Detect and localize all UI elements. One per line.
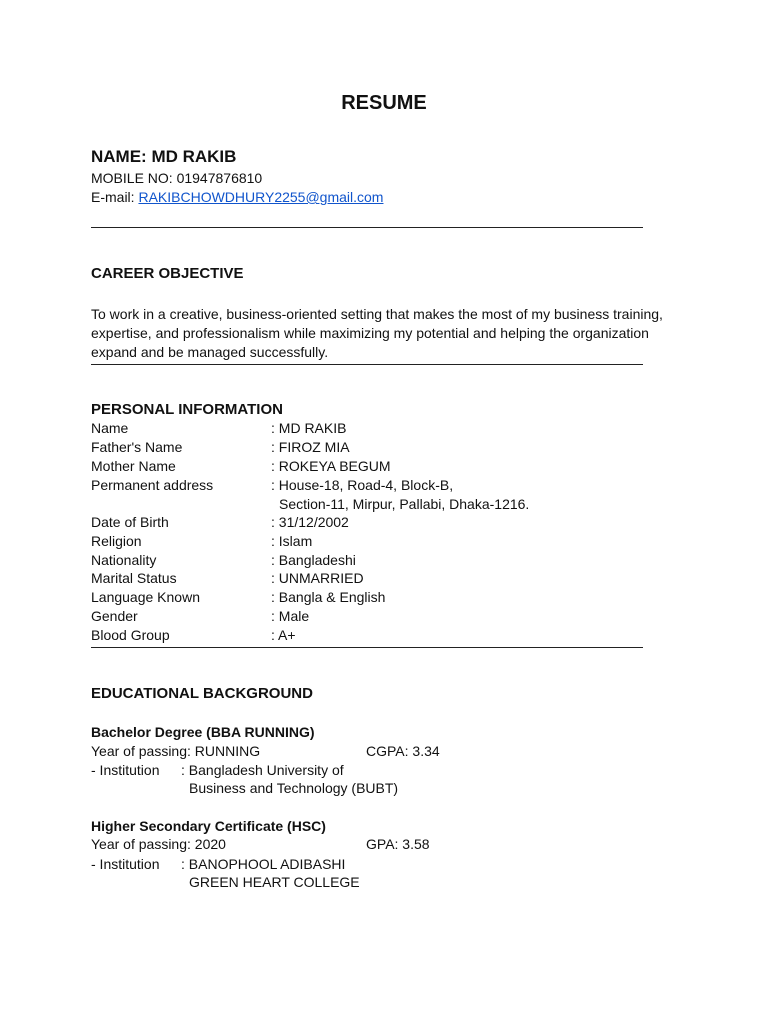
degree-title: Higher Secondary Certificate (HSC): [91, 818, 326, 834]
career-objective-line: expertise, and professionalism while maximizing my potential and helping the organization: [91, 325, 649, 341]
email-row: [91, 188, 383, 207]
personal-info-row: [91, 588, 651, 607]
career-objective-line: To work in a creative, business-oriented setting that makes the most of my business training,: [91, 306, 663, 322]
field-value: : A+: [271, 627, 296, 643]
field-label: Permanent address: [91, 477, 214, 493]
grade: CGPA: 3.34: [366, 743, 440, 759]
personal-info-row: [91, 551, 651, 570]
institution-name-cont: Business and Technology (BUBT): [189, 780, 399, 796]
personal-info-row: [91, 495, 651, 514]
field-value: : MD RAKIB: [271, 420, 347, 436]
field-label: Date of Birth: [91, 514, 169, 530]
field-label: Name: [91, 420, 129, 436]
personal-info-row: [91, 569, 651, 588]
personal-info-row: [91, 626, 651, 645]
field-label: Nationality: [91, 552, 157, 568]
personal-info-row: [91, 476, 651, 495]
field-label: Gender: [91, 608, 138, 624]
field-label: Father's Name: [91, 439, 183, 455]
candidate-name: NAME: MD RAKIB: [91, 147, 237, 166]
field-label: Religion: [91, 533, 142, 549]
personal-info-row: [91, 438, 651, 457]
email-label: E-mail:: [91, 189, 139, 205]
field-value: : 31/12/2002: [271, 514, 349, 530]
institution-name: : BANOPHOOL ADIBASHI: [181, 856, 346, 872]
field-value: : Bangla & English: [271, 589, 386, 605]
career-objective-heading: CAREER OBJECTIVE: [91, 265, 244, 282]
field-value: : Islam: [271, 533, 313, 549]
personal-info-row: [91, 457, 651, 476]
mobile-number: MOBILE NO: 01947876810: [91, 170, 263, 186]
field-label: Mother Name: [91, 458, 176, 474]
section-divider: [91, 364, 643, 365]
personal-info-row: [91, 532, 651, 551]
grade: GPA: 3.58: [366, 836, 430, 852]
section-divider: [91, 227, 643, 228]
field-value: : UNMARRIED: [271, 570, 364, 586]
year-of-passing: Year of passing: 2020: [91, 836, 226, 852]
career-objective-line: expand and be managed successfully.: [91, 344, 329, 360]
institution-name: : Bangladesh University of: [181, 762, 344, 778]
educational-background-heading: EDUCATIONAL BACKGROUND: [91, 685, 313, 702]
personal-info-row: [91, 607, 651, 626]
section-divider: [91, 647, 643, 648]
year-of-passing: Year of passing: RUNNING: [91, 743, 261, 759]
field-value: : Male: [271, 608, 310, 624]
institution-name-cont: GREEN HEART COLLEGE: [189, 874, 360, 890]
field-value: Section-11, Mirpur, Pallabi, Dhaka-1216.: [279, 496, 530, 512]
personal-info-row: [91, 419, 651, 438]
field-label: Language Known: [91, 589, 200, 605]
field-value: : FIROZ MIA: [271, 439, 350, 455]
field-value: : House-18, Road-4, Block-B,: [271, 477, 454, 493]
personal-info-row: [91, 513, 651, 532]
field-value: : Bangladeshi: [271, 552, 356, 568]
field-value: : ROKEYA BEGUM: [271, 458, 391, 474]
document-title: RESUME: [341, 92, 427, 114]
personal-information-heading: PERSONAL INFORMATION: [91, 401, 283, 418]
field-label: Marital Status: [91, 570, 177, 586]
email-link[interactable]: RAKIBCHOWDHURY2255@gmail.com: [138, 189, 384, 205]
institution-label: - Institution: [91, 856, 160, 872]
institution-label: - Institution: [91, 762, 160, 778]
field-label: Blood Group: [91, 627, 170, 643]
degree-title: Bachelor Degree (BBA RUNNING): [91, 724, 315, 740]
